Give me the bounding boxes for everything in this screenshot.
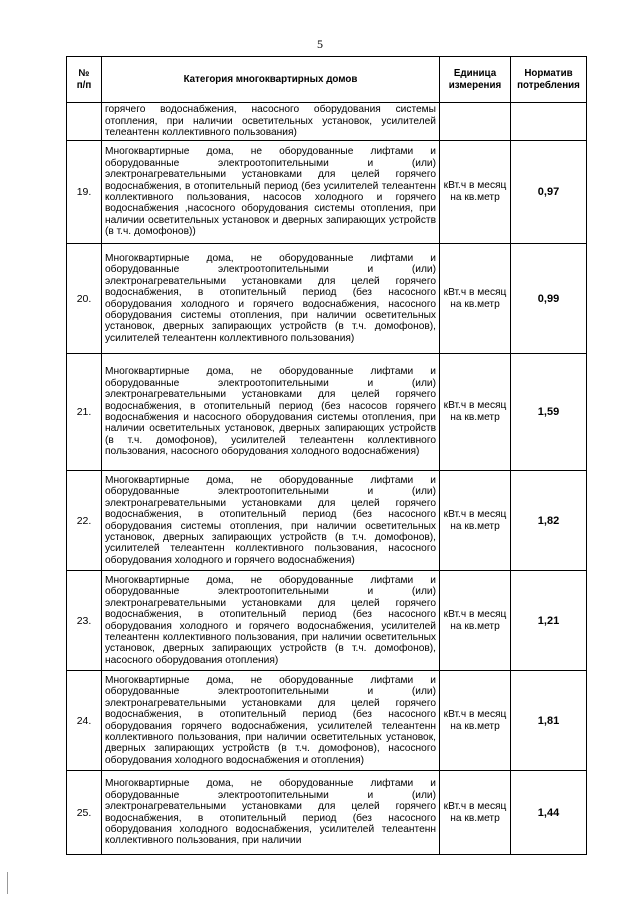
header-row: [67, 57, 587, 103]
row-number: 19.: [67, 141, 102, 244]
row-number: 20.: [67, 244, 102, 354]
row-norm-value: 1,81: [511, 671, 587, 771]
row-category: Многоквартирные дома, не оборудованные лифтами и оборудованные электроотопительными и (или) электронагревательными установками для целей горячего водоснабжения, в отопительный период (без насосного оборудования холодного водоснабжения, усилителей телеантенн коллективного пользования, при наличии: [102, 771, 440, 855]
continuation-norm: [511, 103, 587, 141]
header-unit: Единица измерения: [440, 57, 511, 103]
page-number: 5: [317, 37, 323, 51]
row-norm-value: 1,59: [511, 354, 587, 471]
row-unit: кВт.ч в месяц на кв.метр: [440, 671, 511, 771]
row-category: Многоквартирные дома, не оборудованные лифтами и оборудованные электроотопительными и (или) электронагревательными установками для целей горячего водоснабжения, в отопительный период (без насосного оборудования холодного и горячего водоснабжения, насосного оборудования системы отопления, при наличии осветительных установок, дверных запирающих устройств (в т.ч. домофонов), усилителей телеантенн коллективного пользования): [102, 244, 440, 354]
row-number: 22.: [67, 471, 102, 571]
row-norm-value: 1,21: [511, 571, 587, 671]
continuation-num: [67, 103, 102, 141]
row-unit: кВт.ч в месяц на кв.метр: [440, 141, 511, 244]
row-unit: кВт.ч в месяц на кв.метр: [440, 571, 511, 671]
row-norm-value: 1,44: [511, 771, 587, 855]
row-unit: кВт.ч в месяц на кв.метр: [440, 771, 511, 855]
row-category: Многоквартирные дома, не оборудованные лифтами и оборудованные электроотопительными и (или) электронагревательными установками для целей горячего водоснабжения, в отопительный период (без насосов горячего водоснабжения и насосного оборудования системы отопления, при наличии осветительных установок, дверных запирающих устройств (в т.ч. домофонов), усилителей телеантенн коллективного пользования, насосного оборудования холодного водоснабжения): [102, 354, 440, 471]
row-category: Многоквартирные дома, не оборудованные лифтами и оборудованные электроотопительными и (или) электронагревательными установками для целей горячего водоснабжения, в отопительный период (без насосного оборудования системы отопления, при наличии осветительных установок, дверных запирающих устройств (в т.ч. домофонов), усилителей телеантенн коллективного пользования, насосного оборудования холодного и горячего водоснабжения): [102, 471, 440, 571]
row-category: Многоквартирные дома, не оборудованные лифтами и оборудованные электроотопительными и (или) электронагревательными установками для целей горячего водоснабжения, в отопительный период (без усилителей телеантенн коллективного пользования, насосов холодного и горячего водоснабжения ,насосного оборудования системы отопления, при наличии осветительных установок и дверных запирающих устройств (в т.ч. домофонов)): [102, 141, 440, 244]
row-number: 24.: [67, 671, 102, 771]
header-norm: Норматив потребления: [511, 57, 587, 103]
row-number: 23.: [67, 571, 102, 671]
row-norm-value: 1,82: [511, 471, 587, 571]
row-number: 25.: [67, 771, 102, 855]
continuation-unit: [440, 103, 511, 141]
row-norm-value: 0,99: [511, 244, 587, 354]
table-row: [67, 141, 587, 244]
row-norm-value: 0,97: [511, 141, 587, 244]
continuation-row: [67, 103, 587, 141]
row-unit: кВт.ч в месяц на кв.метр: [440, 471, 511, 571]
row-number: 21.: [67, 354, 102, 471]
header-num: № п/п: [67, 57, 102, 103]
table-row: [67, 354, 587, 471]
continuation-text: горячего водоснабжения, насосного оборудования системы отопления, при наличии осветительных установок, усилителей телеантенн коллективного пользования): [102, 103, 440, 141]
row-unit: кВт.ч в месяц на кв.метр: [440, 244, 511, 354]
table-row: [67, 471, 587, 571]
table-row: [67, 771, 587, 855]
norms-table: [66, 56, 587, 855]
row-category: Многоквартирные дома, не оборудованные лифтами и оборудованные электроотопительными и (или) электронагревательными установками для целей горячего водоснабжения, в отопительный период (без насосного оборудования горячего водоснабжения, усилителей телеантенн коллективного пользования, при наличии осветительных установок, дверных запирающих устройств (в т.ч. домофонов), насосного оборудования холодного водоснабжения и отопления): [102, 671, 440, 771]
table-row: [67, 671, 587, 771]
scan-edge-mark: [7, 872, 8, 894]
row-category: Многоквартирные дома, не оборудованные лифтами и оборудованные электроотопительными и (или) электронагревательными установками для целей горячего водоснабжения, в отопительный период (без насосного оборудования холодного и горячего водоснабжения, усилителей телеантенн коллективного пользования, при наличии осветительных установок, дверных запирающих устройств (в т.ч. домофонов), насосного оборудования отопления): [102, 571, 440, 671]
table-row: [67, 571, 587, 671]
header-category: Категория многоквартирных домов: [102, 57, 440, 103]
row-unit: кВт.ч в месяц на кв.метр: [440, 354, 511, 471]
table-row: [67, 244, 587, 354]
